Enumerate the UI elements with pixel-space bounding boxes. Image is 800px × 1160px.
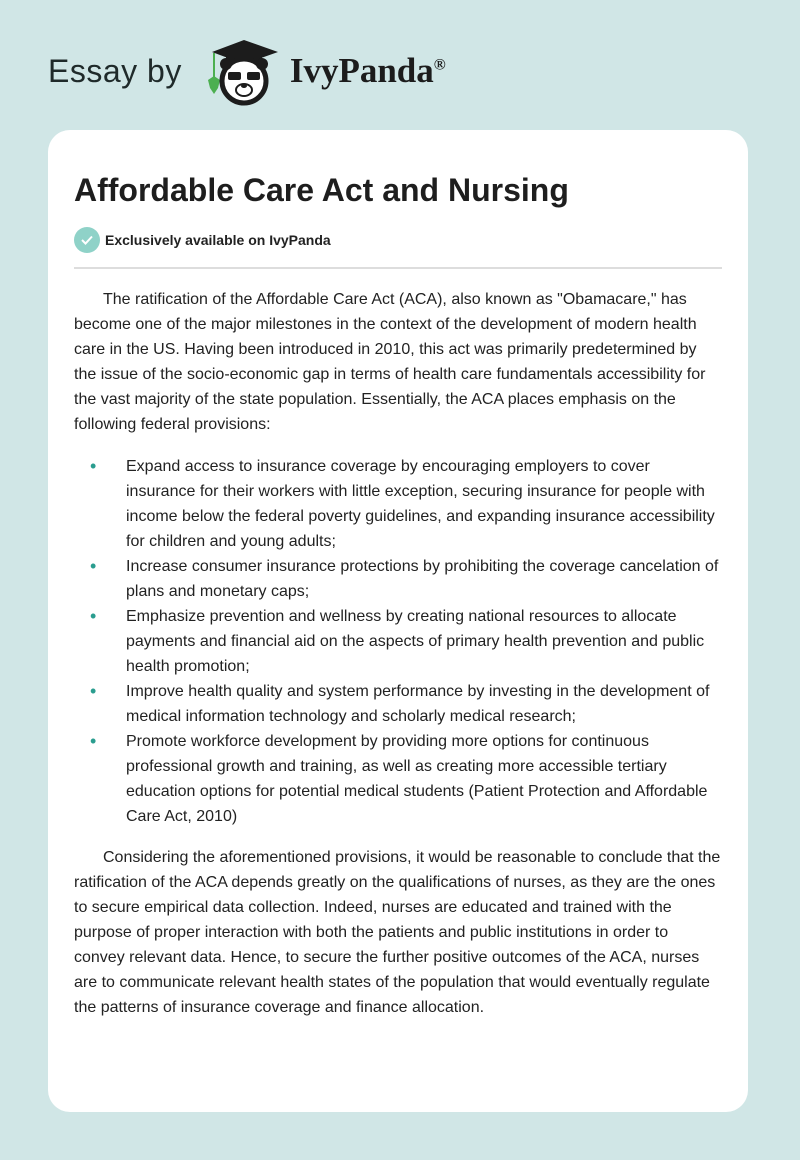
list-item <box>90 554 722 604</box>
list-item-text: Promote workforce development by providing more options for continuous professional growth and training, as well as creating more accessible tertiary education options for potential medical students (Patient Protection and Affordable Care Act, 2010) <box>126 733 708 825</box>
check-icon <box>74 227 100 253</box>
brand-name <box>290 51 446 91</box>
ivypanda-logo-icon[interactable] <box>200 36 284 106</box>
bullet-icon: • <box>90 606 97 626</box>
provisions-list <box>74 454 722 829</box>
list-item <box>90 679 722 729</box>
list-item-text: Emphasize prevention and wellness by creating national resources to allocate payments and financial aid on the aspects of primary health prevention and public health promotion; <box>126 608 705 675</box>
registered-mark: ® <box>433 56 446 74</box>
bullet-icon: • <box>90 731 97 751</box>
list-item-text: Expand access to insurance coverage by encouraging employers to cover insurance for their workers with little exception, securing insurance for people with income below the federal poverty guidelines, and expanding insurance accessibility for children and young adults; <box>126 458 715 550</box>
brand-text: IvyPanda <box>289 51 434 90</box>
list-item-text: Improve health quality and system performance by investing in the development of medical information technology and scholarly medical research; <box>126 683 710 725</box>
page-title: Affordable Care Act and Nursing <box>74 172 569 208</box>
divider <box>74 267 722 269</box>
bullet-icon: • <box>90 456 97 476</box>
bullet-icon: • <box>90 681 97 701</box>
list-item-text: Increase consumer insurance protections by prohibiting the coverage cancelation of plans and monetary caps; <box>126 558 719 600</box>
essay-by-label: Essay by <box>48 52 182 89</box>
paragraph: Considering the aforementioned provisions, it would be reasonable to conclude that the ratification of the ACA depends greatly on the qualifications of nurses, as they are the ones to secure empirical data collection. Indeed, nurses are educated and trained with the purpose of proper interaction with both the patients and public institutions in order to convey relevant data. Hence, to secure the further positive outcomes of the ACA, nurses are to communicate relevant health states of the population that would eventually regulate the patterns of insurance coverage and finance allocation. <box>74 849 721 1016</box>
exclusive-badge <box>74 227 722 253</box>
bullet-icon: • <box>90 556 97 576</box>
list-item <box>90 729 722 829</box>
site-header <box>48 36 446 106</box>
list-item <box>90 454 722 554</box>
paragraph: The ratification of the Affordable Care Act (ACA), also known as "Obamacare," has become one of the major milestones in the context of the development of modern health care in the US. Having been introduced in 2010, this act was primarily predetermined by the issue of the socio-economic gap in terms of health care fundamentals accessibility for the vast majority of the state population. Essentially, the ACA places emphasis on the following federal provisions: <box>74 291 706 433</box>
list-item <box>90 604 722 679</box>
badge-text: Exclusively available on IvyPanda <box>105 232 331 248</box>
essay-card <box>48 130 748 1112</box>
